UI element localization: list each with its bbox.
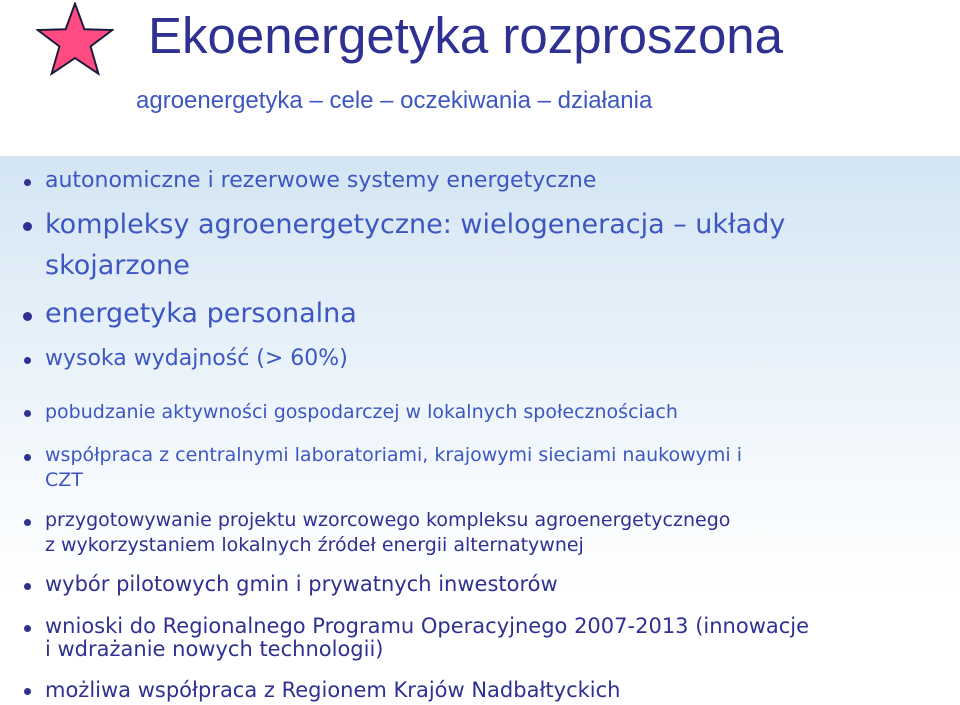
list-item-text: wysoka wydajność (> 60%) [45, 346, 348, 371]
list-item-text: możliwa współpraca z Regionem Krajów Nadbałtyckich [45, 678, 621, 702]
bullet-icon [24, 357, 31, 364]
bullet-icon [23, 222, 32, 231]
list-item-text: skojarzone [45, 250, 190, 281]
list-item-text: kompleksy agroenergetyczne: wielogeneracja – układy [45, 209, 786, 240]
bullet-icon [24, 625, 31, 632]
slide-subtitle: agroenergetyka – cele – oczekiwania – działania [136, 87, 653, 114]
slide-title: Ekoenergetyka rozproszona [148, 7, 784, 64]
bullet-icon [23, 312, 32, 321]
list-item-text: CZT [45, 469, 83, 491]
bullet-icon [24, 688, 31, 695]
list-item-text: energetyka personalna [45, 298, 357, 329]
bullet-icon [24, 519, 31, 526]
list-item-text: przygotowywanie projektu wzorcowego kompleksu agroenergetycznego [45, 509, 731, 531]
list-item-text: autonomiczne i rezerwowe systemy energetyczne [45, 168, 597, 193]
list-item-text: współpraca z centralnymi laboratoriami, krajowymi sieciami naukowymi i [45, 444, 742, 466]
list-item-text: i wdrażanie nowych technologii) [45, 637, 384, 661]
list-item-text: pobudzanie aktywności gospodarczej w lokalnych społecznościach [45, 401, 678, 423]
bullet-icon [24, 179, 31, 186]
list-item-text: z wykorzystaniem lokalnych źródeł energii alternatywnej [45, 534, 584, 556]
bullet-icon [24, 454, 31, 461]
list-item-text: wnioski do Regionalnego Programu Operacyjnego 2007-2013 (innowacje [45, 614, 810, 638]
list-item-text: wybór pilotowych gmin i prywatnych inwestorów [45, 572, 558, 596]
bullet-icon [24, 583, 31, 590]
bullet-icon [24, 410, 31, 417]
